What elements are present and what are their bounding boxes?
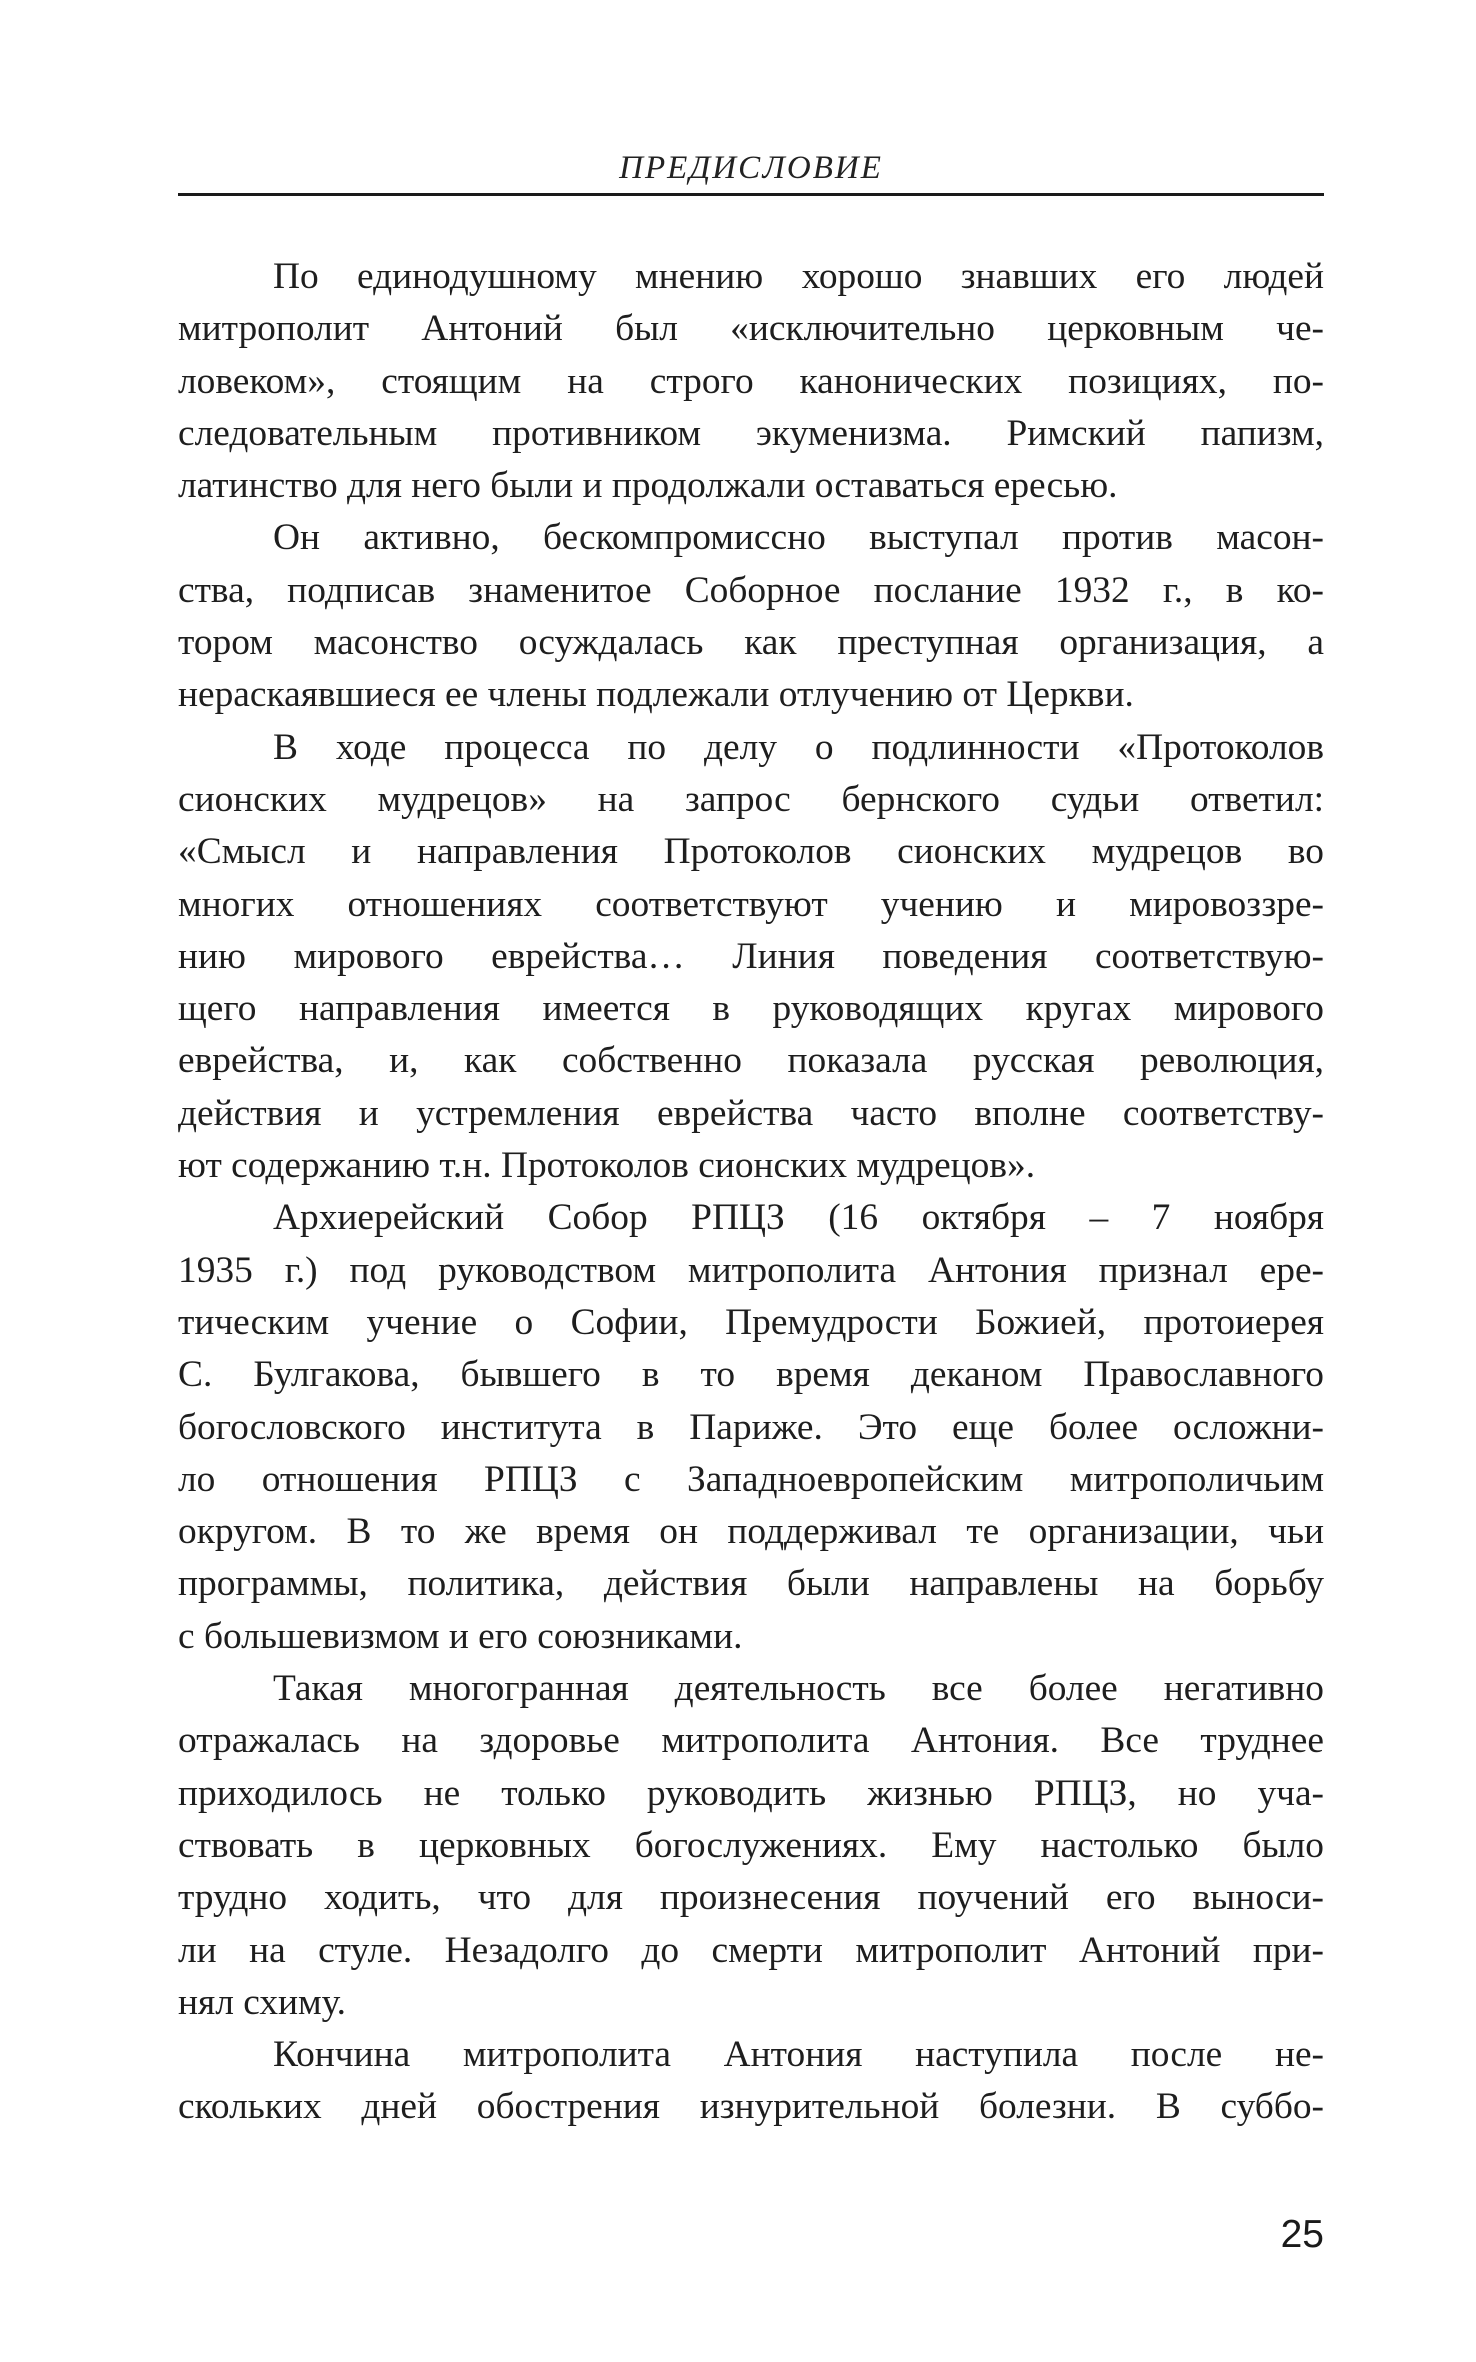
text-line: 1935 г.) под руководством митрополита Антония признал ере- <box>178 1249 1324 1291</box>
text-line: В ходе процесса по делу о подлинности «Протоколов <box>273 726 1324 768</box>
text-line: щего направления имеется в руководящих кругах мирового <box>178 988 1324 1030</box>
header-rule <box>178 193 1324 196</box>
paragraph <box>178 251 1324 512</box>
text-line: тором масонство осуждалась как преступная организация, а <box>178 622 1324 664</box>
running-head-title: ПРЕДИСЛОВИЕ <box>619 150 883 186</box>
text-line: ли на стуле. Незадолго до смерти митрополит Антоний при- <box>178 1929 1324 1971</box>
text-line: С. Булгакова, бывшего в то время деканом Православного <box>178 1354 1324 1396</box>
text-line: нераскаявшиеся ее члены подлежали отлучению от Церкви. <box>178 674 1134 716</box>
text-line: нял схиму. <box>178 1981 346 2023</box>
text-line: богословского института в Париже. Это еще более осложни- <box>178 1406 1324 1448</box>
text-line: многих отношениях соответствуют учению и мировоззре- <box>178 883 1324 925</box>
text-line: действия и устремления еврейства часто вполне соответству- <box>178 1092 1324 1134</box>
text-line: ства, подписав знаменитое Соборное послание 1932 г., в ко- <box>178 569 1324 611</box>
text-line: Он активно, бескомпромиссно выступал против масон- <box>273 517 1324 559</box>
text-line: с большевизмом и его союзниками. <box>178 1615 743 1657</box>
text-line: ствовать в церковных богослужениях. Ему настолько было <box>178 1824 1324 1866</box>
body-text <box>178 251 1324 2134</box>
page-number: 25 <box>1280 2213 1324 2256</box>
paragraph <box>178 1192 1324 1663</box>
text-line: ют содержанию т.н. Протоколов сионских мудрецов». <box>178 1145 1036 1187</box>
text-line: ловеком», стоящим на строго канонических позициях, по- <box>178 360 1324 402</box>
paragraph <box>178 722 1324 1193</box>
text-line: Архиерейский Собор РПЦЗ (16 октября – 7 ноября <box>273 1197 1324 1239</box>
text-line: приходилось не только руководить жизнью РПЦЗ, но уча- <box>178 1772 1324 1814</box>
paragraph <box>178 512 1324 721</box>
text-line: округом. В то же время он поддерживал те организации, чьи <box>178 1511 1324 1553</box>
paragraph <box>178 1663 1324 2029</box>
text-line: ло отношения РПЦЗ с Западноевропейским митрополичьим <box>178 1458 1324 1500</box>
text-line: программы, политика, действия были направлены на борьбу <box>178 1563 1324 1605</box>
text-line: трудно ходить, что для произнесения поучений его выноси- <box>178 1877 1324 1919</box>
paragraph <box>178 2029 1324 2134</box>
text-line: еврейства, и, как собственно показала русская революция, <box>178 1040 1324 1082</box>
text-line: отражалась на здоровье митрополита Антония. Все труднее <box>178 1720 1324 1762</box>
text-line: сионских мудрецов» на запрос бернского судьи ответил: <box>178 778 1324 820</box>
text-line: скольких дней обострения изнурительной болезни. В суббо- <box>178 2086 1324 2128</box>
text-line: митрополит Антоний был «исключительно церковным че- <box>178 308 1324 350</box>
text-line: Кончина митрополита Антония наступила после не- <box>273 2034 1324 2076</box>
text-line: нию мирового еврейства… Линия поведения соответствую- <box>178 935 1324 977</box>
text-line: «Смысл и направления Протоколов сионских мудрецов во <box>178 831 1324 873</box>
text-line: Такая многогранная деятельность все более негативно <box>273 1668 1324 1710</box>
text-line: тическим учение о Софии, Премудрости Божией, протоиерея <box>178 1301 1324 1343</box>
text-line: По единодушному мнению хорошо знавших его людей <box>273 256 1324 297</box>
text-line: латинство для него были и продолжали оставаться ересью. <box>178 465 1118 507</box>
text-line: следовательным противником экуменизма. Римский папизм, <box>178 412 1324 454</box>
